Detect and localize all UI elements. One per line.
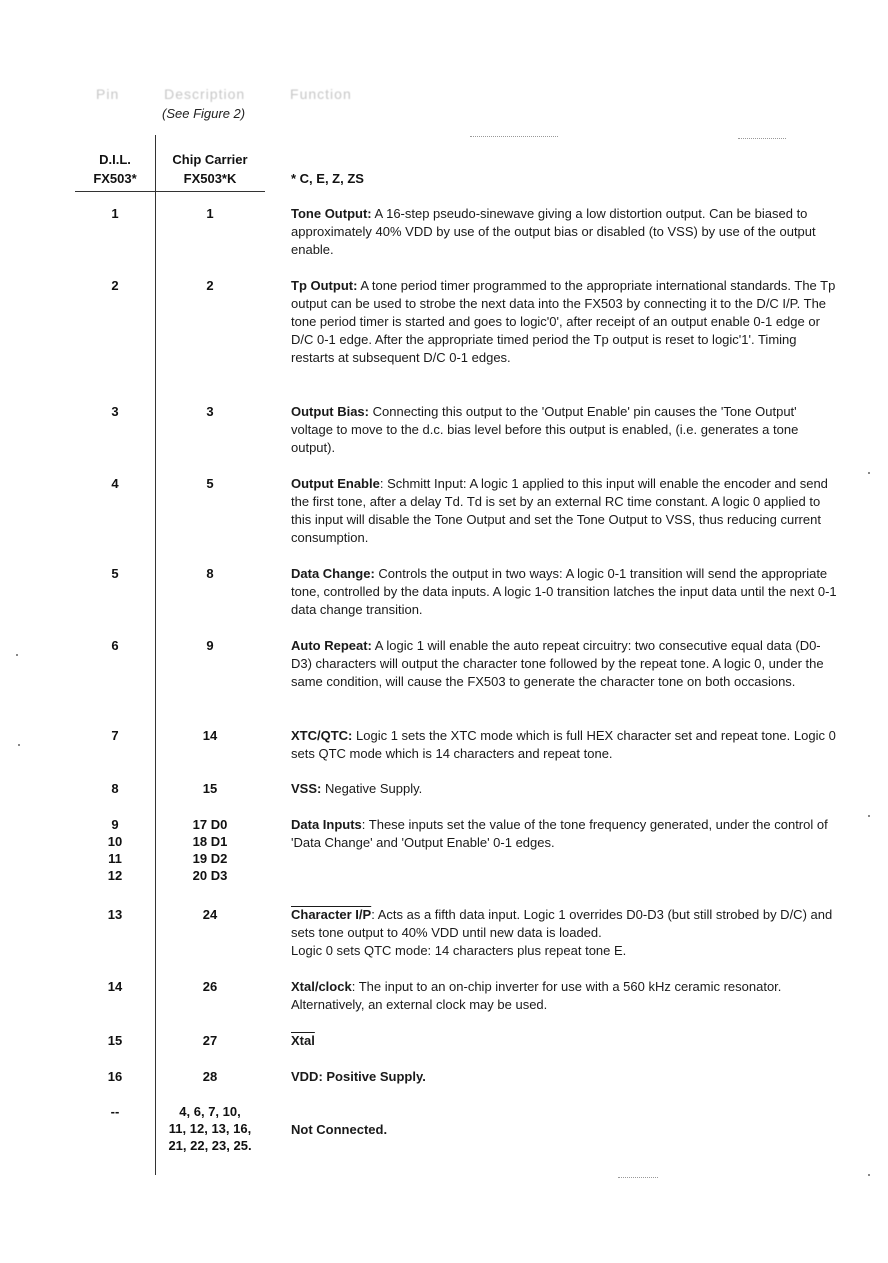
dil-pin: -- bbox=[110, 1104, 120, 1119]
pin-description bbox=[291, 1068, 841, 1086]
pin-title: XTC/QTC: bbox=[291, 728, 353, 743]
pin-description bbox=[291, 978, 841, 1014]
pin-title: Tone Output: bbox=[291, 206, 372, 221]
pin-description bbox=[291, 277, 841, 367]
pin-title: Xtal/clock bbox=[291, 979, 352, 994]
pin-text: : Acts as a fifth data input. Logic 1 overrides D0-D3 (but still strobed by D/C) and sets tone output to 40% VDD until new data is loaded. Logic 0 sets QTC mode: 14 characters plus repeat tone E. bbox=[291, 907, 833, 958]
chip-carrier-pin: 27 bbox=[202, 1033, 218, 1048]
scan-speck bbox=[16, 654, 18, 656]
scan-speck bbox=[868, 472, 870, 474]
description-column-header: * C, E, Z, ZS bbox=[291, 171, 364, 186]
dil-pin: 6 bbox=[111, 638, 119, 653]
pin-title: Output Bias: bbox=[291, 404, 369, 419]
faded-heading-description: Description bbox=[164, 86, 246, 102]
pin-description bbox=[291, 637, 841, 691]
dil-pin: 16 bbox=[107, 1069, 123, 1084]
pin-text: Controls the output in two ways: A logic 0-1 transition will send the appropriate tone, controlled by the data inputs. A logic 1-0 transition latches the input data until the next 0-1 data change transition. bbox=[291, 566, 837, 617]
chip-carrier-pin: 3 bbox=[206, 404, 214, 419]
scan-speck bbox=[868, 815, 870, 817]
pin-text: A tone period timer programmed to the appropriate international standards. The Tp output can be used to strobe the next data into the FX503 by connecting it to the D/C I/P. The tone period timer is started and goes to logic'0', after receipt of an output enable 0-1 edge or D/C 0-1 edge. After the appropriate timed period the Tp output is reset to logic'1'. Timing restarts at subsequent D/C 0-1 edges. bbox=[291, 278, 836, 365]
chip-carrier-pin: 9 bbox=[206, 638, 214, 653]
chip-carrier-pin: 4, 6, 7, 10, 11, 12, 13, 16, 21, 22, 23, 25. bbox=[168, 1104, 252, 1153]
dil-pin: 5 bbox=[111, 566, 119, 581]
dil-pin: 3 bbox=[111, 404, 119, 419]
pin-title: Data Change: bbox=[291, 566, 375, 581]
pin-text: Connecting this output to the 'Output Enable' pin causes the 'Tone Output' voltage to move to the d.c. bias level before this output is enabled, (i.e. generates a tone output). bbox=[291, 404, 799, 455]
scan-dots bbox=[470, 136, 558, 138]
chip-carrier-pin: 2 bbox=[206, 278, 214, 293]
pin-title: Output Enable bbox=[291, 476, 380, 491]
dil-pin: 15 bbox=[107, 1033, 123, 1048]
pin-text: A logic 1 will enable the auto repeat circuitry: two consecutive equal data (D0-D3) characters will output the character tone followed by the repeat tone. A logic 0, under the same condition, will cause the FX503 to generate the character tone on both occasions. bbox=[291, 638, 824, 689]
chip-carrier-pin: 15 bbox=[202, 781, 218, 796]
pin-text: Logic 1 sets the XTC mode which is full HEX character set and repeat tone. Logic 0 sets QTC mode which is 14 characters and repeat tone. bbox=[291, 728, 836, 761]
chip-carrier-column-header bbox=[160, 150, 260, 188]
pin-text: : The input to an on-chip inverter for use with a 560 kHz ceramic resonator. Alternatively, an external clock may be used. bbox=[291, 979, 782, 1012]
dil-pin: 7 bbox=[111, 728, 119, 743]
pin-description bbox=[291, 816, 841, 852]
pin-description bbox=[291, 780, 841, 798]
chip-carrier-pin: 24 bbox=[202, 907, 218, 922]
pin-title: Not Connected. bbox=[291, 1122, 388, 1137]
pin-description bbox=[291, 727, 841, 763]
pin-title: Auto Repeat: bbox=[291, 638, 372, 653]
dil-pin: 2 bbox=[111, 278, 119, 293]
scan-speck bbox=[868, 1174, 870, 1176]
dil-header-line1: D.I.L. bbox=[99, 152, 131, 167]
see-figure-note: (See Figure 2) bbox=[162, 106, 246, 121]
pin-description bbox=[291, 565, 841, 619]
pin-description bbox=[291, 1121, 841, 1139]
scan-dots bbox=[738, 138, 786, 140]
dil-pin: 14 bbox=[107, 979, 123, 994]
scan-dots bbox=[618, 1177, 658, 1179]
chip-carrier-pin: 8 bbox=[206, 566, 214, 581]
pin-text: : These inputs set the value of the tone frequency generated, under the control of 'Data Change' and 'Output Enable' 0-1 edges. bbox=[291, 817, 828, 850]
pin-title: Tp Output: bbox=[291, 278, 358, 293]
dil-pin: 1 bbox=[111, 206, 119, 221]
scan-speck bbox=[18, 744, 20, 746]
pin-description bbox=[291, 1032, 841, 1050]
chip-carrier-pin: 28 bbox=[202, 1069, 218, 1084]
chip-carrier-pin: 5 bbox=[206, 476, 214, 491]
pin-text: Negative Supply. bbox=[321, 781, 423, 796]
chip-carrier-pin: 1 bbox=[206, 206, 214, 221]
cc-header-line2: FX503*K bbox=[183, 171, 237, 186]
pin-description bbox=[291, 906, 841, 960]
faded-heading-pin: Pin bbox=[96, 86, 120, 102]
pin-text: : Schmitt Input: A logic 1 applied to this input will enable the encoder and send the first tone, after a delay Td. Td is set by an external RC time constant. A logic 0 applied to this input will disable the Tone Output and set the Tone Output to VSS, thus reducing current consumption. bbox=[291, 476, 828, 545]
dil-pin: 9 10 11 12 bbox=[107, 817, 123, 883]
dil-pin: 13 bbox=[107, 907, 123, 922]
pin-title: VSS: bbox=[291, 781, 322, 796]
dil-pin: 4 bbox=[111, 476, 119, 491]
pin-title: Data Inputs bbox=[291, 817, 362, 832]
pin-title: Xtal bbox=[291, 1033, 315, 1048]
cc-header-line1: Chip Carrier bbox=[172, 152, 248, 167]
dil-pin: 8 bbox=[111, 781, 119, 796]
pin-description bbox=[291, 205, 841, 259]
column-divider bbox=[155, 135, 156, 1175]
pin-title: Character I/P bbox=[291, 907, 372, 922]
chip-carrier-pin: 14 bbox=[202, 728, 218, 743]
pin-description bbox=[291, 403, 841, 457]
dil-header-line2: FX503* bbox=[93, 171, 137, 186]
pin-description bbox=[291, 475, 841, 547]
pin-text: A 16-step pseudo-sinewave giving a low distortion output. Can be biased to approximately 40% VDD by use of the output bias or disabled (to VSS) by use of the output enable. bbox=[291, 206, 816, 257]
dil-column-header bbox=[80, 150, 150, 188]
chip-carrier-pin: 26 bbox=[202, 979, 218, 994]
pin-title: VDD: Positive Supply. bbox=[291, 1069, 426, 1084]
faded-heading-function: Function bbox=[290, 86, 352, 102]
faded-column-headings bbox=[96, 86, 392, 102]
chip-carrier-pin: 17 D0 18 D1 19 D2 20 D3 bbox=[192, 817, 228, 883]
header-rule bbox=[75, 191, 265, 192]
